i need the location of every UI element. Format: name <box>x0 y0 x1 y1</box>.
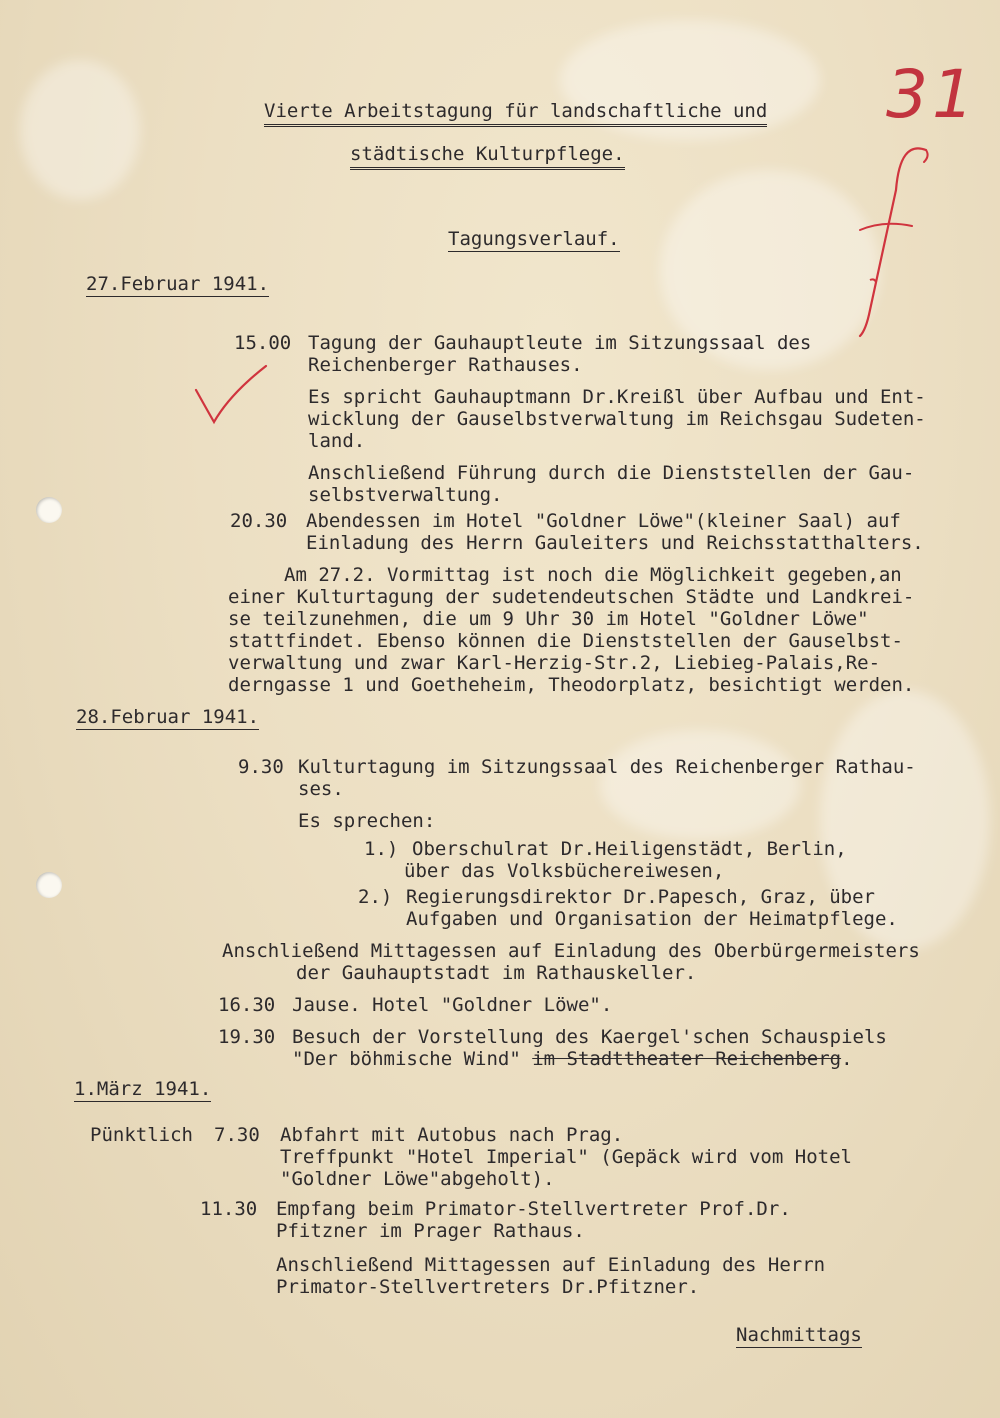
day1-date: 27.Februar 1941. <box>86 273 270 295</box>
day3-e1-line: Abfahrt mit Autobus nach Prag. <box>280 1124 624 1146</box>
speaker-2-line: Aufgaben und Organisation der Heimatpflege. <box>406 908 898 930</box>
day2-e1-line: ses. <box>298 778 344 800</box>
day1-e1-line: wicklung der Gauselbstverwaltung im Reichsgau Sudeten- <box>308 408 926 430</box>
footer-continuation: Nachmittags <box>736 1324 862 1346</box>
day1-note-line: einer Kulturtagung der sudetendeutschen Städte und Landkrei- <box>228 586 915 608</box>
paper-stain <box>600 730 800 840</box>
day2-e1-line: Kulturtagung im Sitzungssaal des Reichenberger Rathau- <box>298 756 916 778</box>
day3-date: 1.März 1941. <box>74 1078 212 1100</box>
day1-e1-line: Anschließend Führung durch die Dienststellen der Gau- <box>308 462 915 484</box>
day1-e2-line: Abendessen im Hotel "Goldner Löwe"(kleiner Saal) auf <box>306 510 901 532</box>
speaker-2-number: 2.) <box>358 886 393 908</box>
day1-e2-line: Einladung des Herrn Gauleiters und Reichsstatthalters. <box>306 532 924 554</box>
title-line-2: städtische Kulturpflege. <box>350 145 625 170</box>
speaker-1-line: Oberschulrat Dr.Heiligenstädt, Berlin, <box>412 838 847 860</box>
subtitle: Tagungsverlauf. <box>448 228 620 250</box>
day2-e2-time: 16.30 <box>218 994 276 1016</box>
day3-e1-line: "Goldner Löwe"abgeholt). <box>280 1168 555 1190</box>
red-checkmark-icon <box>190 360 270 430</box>
day2-e1-time: 9.30 <box>238 756 284 778</box>
day1-note-line: derngasse 1 und Goetheheim, Theodorplatz, besichtigt werden. <box>228 674 915 696</box>
day3-e1-line: Treffpunkt "Hotel Imperial" (Gepäck wird vom Hotel <box>280 1146 852 1168</box>
punch-hole <box>36 497 62 523</box>
day2-date: 28.Februar 1941. <box>76 706 260 728</box>
day1-note-line: se teilzunehmen, die um 9 Uhr 30 im Hotel "Goldner Löwe" <box>228 608 869 630</box>
day2-e2-line: Jause. Hotel "Goldner Löwe". <box>292 994 613 1016</box>
day1-note-line: Am 27.2. Vormittag ist noch die Möglichkeit gegeben,an <box>284 564 902 586</box>
paper-stain <box>20 60 140 200</box>
day3-e1-prefix: Pünktlich <box>90 1124 193 1146</box>
play-title: "Der böhmische Wind" <box>292 1048 533 1070</box>
day1-note-line: verwaltung und zwar Karl-Herzig-Str.2, Liebieg-Palais,Re- <box>228 652 881 674</box>
speaker-1-number: 1.) <box>364 838 399 860</box>
line-end-period: . <box>841 1048 853 1070</box>
day2-e3-time: 19.30 <box>218 1026 276 1048</box>
day1-e1-line: Es spricht Gauhauptmann Dr.Kreißl über Aufbau und Ent- <box>308 386 926 408</box>
day1-note-line: stattfindet. Ebenso können die Dienststellen der Gauselbst- <box>228 630 903 652</box>
day3-e2-line: Empfang beim Primator-Stellvertreter Prof.Dr. <box>276 1198 791 1220</box>
struck-venue: im Stadttheater Reichenberg <box>532 1048 842 1070</box>
day1-e2-time: 20.30 <box>230 510 288 532</box>
day3-e1-time: 7.30 <box>214 1124 260 1146</box>
day3-e2-time: 11.30 <box>200 1198 258 1220</box>
day3-e2-line: Pfitzner im Prager Rathaus. <box>276 1220 585 1242</box>
day1-e1-line: Tagung der Gauhauptleute im Sitzungssaal des <box>308 332 812 354</box>
speaker-1-line: über das Volksbüchereiwesen, <box>404 860 725 882</box>
day1-e1-line: land. <box>308 430 366 452</box>
title-line-1: Vierte Arbeitstagung für landschaftliche und <box>264 102 767 127</box>
day3-e2-line: Primator-Stellvertreters Dr.Pfitzner. <box>276 1276 700 1298</box>
day2-lunch-line: der Gauhauptstadt im Rathauskeller. <box>296 962 697 984</box>
day2-e3-line: Besuch der Vorstellung des Kaergel'schen Schauspiels <box>292 1026 887 1048</box>
day2-lunch-line: Anschließend Mittagessen auf Einladung des Oberbürgermeisters <box>222 940 920 962</box>
punch-hole <box>36 872 62 898</box>
day2-e3-line-2 <box>292 1050 853 1069</box>
day1-e1-line: Reichenberger Rathauses. <box>308 354 583 376</box>
day3-e2-line: Anschließend Mittagessen auf Einladung des Herrn <box>276 1254 826 1276</box>
day1-e1-line: selbstverwaltung. <box>308 484 503 506</box>
day2-speakers-label: Es sprechen: <box>298 810 436 832</box>
speaker-2-line: Regierungsdirektor Dr.Papesch, Graz, über <box>406 886 875 908</box>
red-initial-mark-icon <box>830 130 950 340</box>
page-number: 31 <box>886 56 978 133</box>
day1-e1-time: 15.00 <box>234 332 292 354</box>
